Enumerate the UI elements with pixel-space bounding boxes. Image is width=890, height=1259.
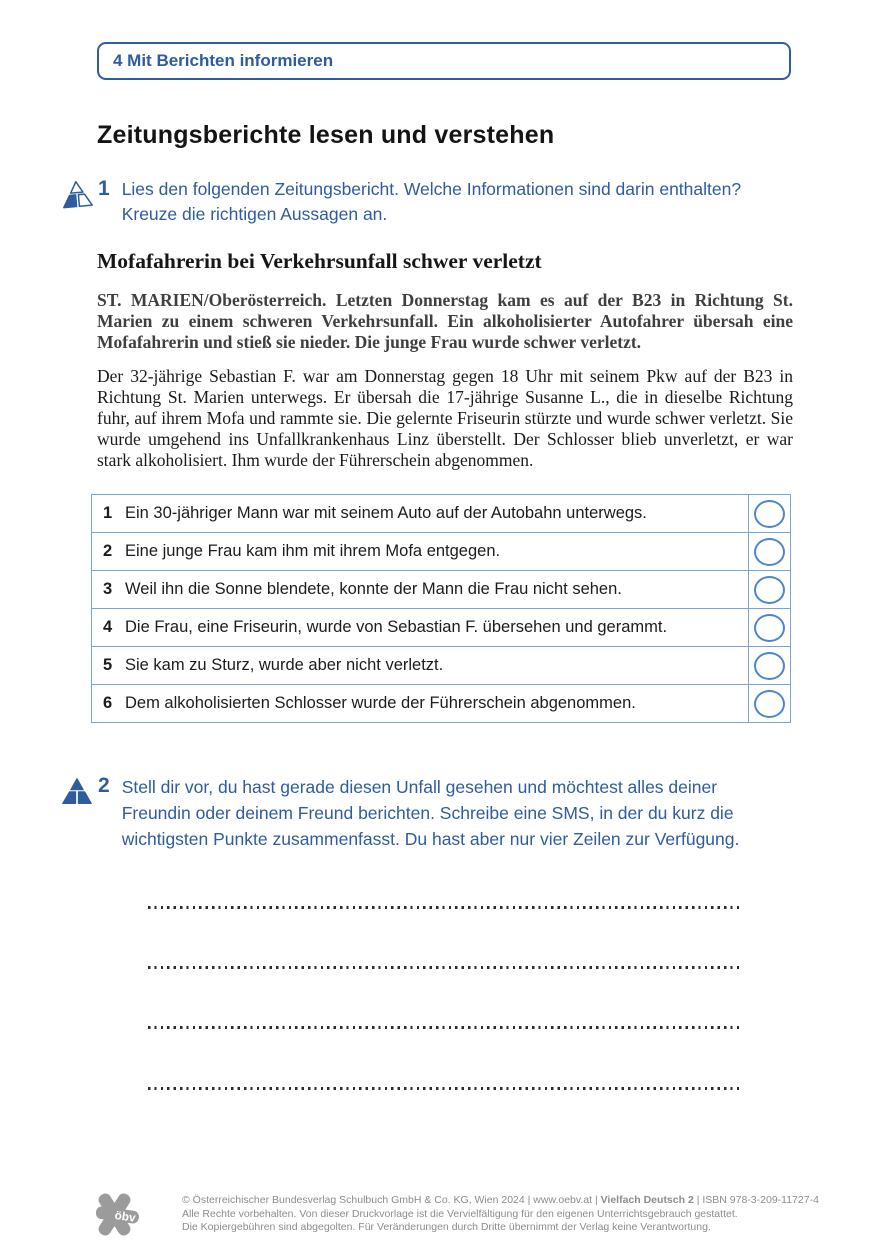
statement-row (92, 685, 790, 722)
statement-row (92, 495, 790, 533)
statement-row (92, 571, 790, 609)
answer-cell (748, 609, 790, 646)
answer-circle[interactable] (754, 576, 785, 604)
statement-number: 3 (103, 580, 113, 598)
pyramid-level-3-icon (58, 776, 96, 813)
footer-line-2: Alle Rechte vorbehalten. Von dieser Druckvorlage ist die Vervielfältigung für den eigenen Unterrichtsgebrauch gestattet. (182, 1207, 738, 1220)
statement-row (92, 533, 790, 571)
statement-text: Weil ihn die Sonne blendete, konnte der Mann die Frau nicht sehen. (125, 580, 622, 598)
chapter-header-box (97, 42, 791, 80)
writing-line[interactable] (148, 966, 741, 969)
answer-cell (748, 495, 790, 532)
exercise-1 (58, 177, 777, 227)
writing-line[interactable] (148, 1026, 741, 1029)
newspaper-article (97, 249, 793, 471)
chapter-title: 4 Mit Berichten informieren (113, 51, 334, 70)
pyramid-level-1-icon (58, 179, 96, 216)
statement-row (92, 647, 790, 685)
statements-table (91, 494, 791, 723)
statement-text: Eine junge Frau kam ihm mit ihrem Mofa entgegen. (125, 542, 501, 560)
article-headline: Mofafahrerin bei Verkehrsunfall schwer verletzt (97, 249, 542, 273)
statement-number: 2 (103, 542, 113, 560)
oebv-logo (88, 1188, 141, 1241)
answer-cell (748, 571, 790, 608)
page-footer (88, 1188, 819, 1241)
statement-row (92, 609, 790, 647)
answer-circle[interactable] (754, 652, 785, 680)
statement-number: 1 (103, 504, 113, 522)
statement-number: 5 (103, 656, 113, 674)
answer-cell (748, 647, 790, 684)
answer-circle[interactable] (754, 500, 785, 528)
writing-line[interactable] (148, 1087, 741, 1090)
footer-line-1: © Österreichischer Bundesverlag Schulbuch GmbH & Co. KG, Wien 2024 | www.oebv.at | Vielfach Deutsch 2 | ISBN 978-3-209-11727-4 (182, 1194, 819, 1207)
footer-text (182, 1194, 819, 1235)
article-body: Der 32-jährige Sebastian F. war am Donnerstag gegen 18 Uhr mit seinem Pkw auf der B23 in Richtung St. Marien unterwegs. Er übersah die 17-jährige Susanne L., die in dieselbe Richtung fuhr, auf ihrem Mofa und rammte sie. Die gelernte Friseurin stürzte und wurde schwer verletzt. Sie wurde umgehend ins Unfallkrankenhaus Linz überstellt. Der Schlosser blieb unverletzt, er war stark alkoholisiert. Ihm wurde der Führerschein abgenommen. (97, 366, 793, 470)
answer-circle[interactable] (754, 614, 785, 642)
exercise-1-instruction: Lies den folgenden Zeitungsbericht. Welche Informationen sind darin enthalten? Kreuze die richtigen Aussagen an. (121, 179, 742, 224)
exercise-2-instruction: Stell dir vor, du hast gerade diesen Unfall gesehen und möchtest alles deiner Freundin oder deinem Freund berichten. Schreibe eine SMS, in der du kurz die wichtigsten Punkte zusammenfasst. Du hast aber nur vier Zeilen zur Verfügung. (121, 777, 740, 849)
writing-line[interactable] (148, 906, 741, 909)
exercise-1-number: 1 (98, 177, 110, 200)
statement-text: Ein 30-jähriger Mann war mit seinem Auto auf der Autobahn unterwegs. (125, 504, 647, 522)
exercise-2-number: 2 (98, 774, 110, 797)
statement-text: Dem alkoholisierten Schlosser wurde der Führerschein abgenommen. (125, 694, 636, 712)
exercise-2 (58, 774, 762, 852)
statement-text: Sie kam zu Sturz, wurde aber nicht verletzt. (125, 656, 444, 674)
statement-text: Die Frau, eine Friseurin, wurde von Sebastian F. übersehen und gerammt. (125, 618, 668, 636)
oebv-logo-text: öbv (113, 1209, 137, 1225)
page-title: Zeitungsberichte lesen und verstehen (97, 121, 555, 149)
answer-cell (748, 533, 790, 570)
statement-number: 6 (103, 694, 113, 712)
article-lead: ST. MARIEN/Oberösterreich. Letzten Donnerstag kam es auf der B23 in Richtung St. Marien zu einem schweren Verkehrsunfall. Ein alkoholisierter Autofahrer übersah eine Mofafahrerin und stieß sie nieder. Die junge Frau wurde schwer verletzt. (97, 290, 793, 352)
answer-circle[interactable] (754, 690, 785, 718)
answer-cell (748, 685, 790, 722)
footer-line-3: Die Kopiergebühren sind abgegolten. Für Veränderungen durch Dritte übernimmt der Verlag keine Verantwortung. (182, 1221, 711, 1234)
statement-number: 4 (103, 618, 113, 636)
answer-circle[interactable] (754, 538, 785, 566)
